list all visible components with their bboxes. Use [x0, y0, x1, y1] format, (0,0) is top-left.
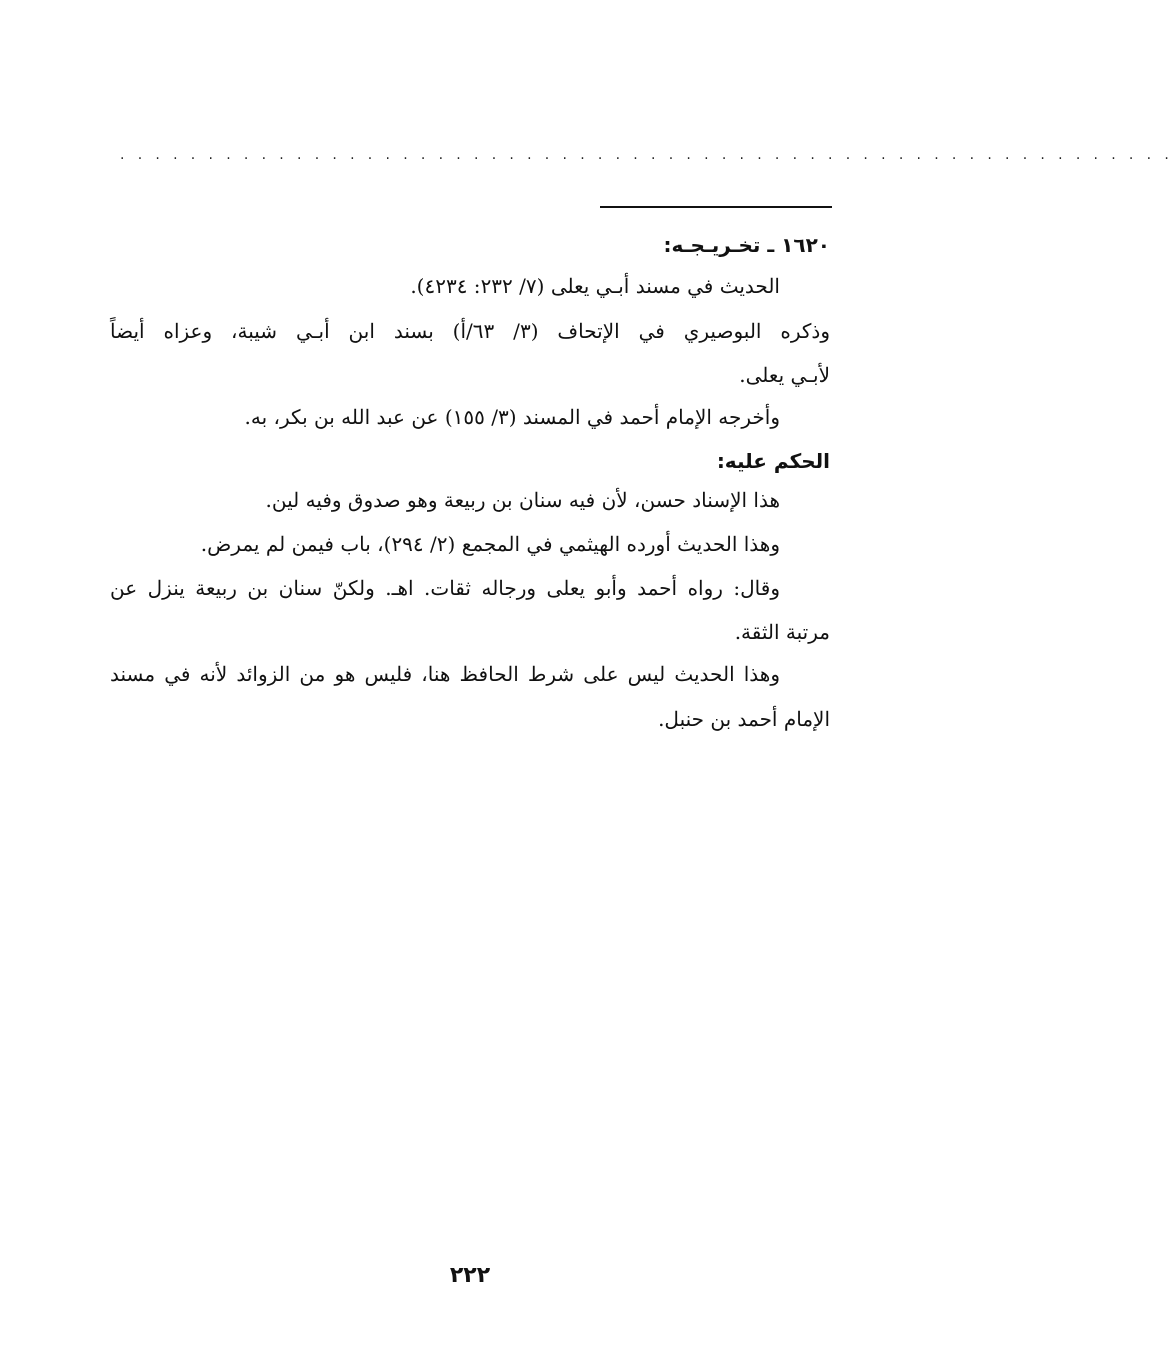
takhrij-line-3: لأبـي يعلى. [739, 363, 830, 387]
takhrij-heading: ١٦٢٠ ـ تخـريـجـه: [663, 233, 830, 257]
hukm-line-5: وهذا الحديث ليس على شرط الحافظ هنا، فليس هو من الزوائد لأنه في مسند [110, 662, 780, 686]
hukm-line-2: وهذا الحديث أورده الهيثمي في المجمع (٢/ ٢٩٤)، باب فيمن لم يمرض. [200, 532, 780, 556]
hukm-line-4: مرتبة الثقة. [734, 620, 830, 644]
dotted-separator: . . . . . . . . . . . . . . . . . . . . . . . . . . . . . . . . . . . . . . . . . . . . . . . . . . . . . . . . . . . . [120, 147, 1173, 163]
page-number: ٢٢٢ [449, 1263, 491, 1288]
hukm-line-6: الإمام أحمد بن حنبل. [658, 707, 830, 731]
takhrij-line-1: الحديث في مسند أبـي يعلى (٧/ ٢٣٢: ٤٢٣٤). [410, 274, 780, 298]
footnote-rule [600, 206, 832, 208]
hukm-line-3: وقال: رواه أحمد وأبو يعلى ورجاله ثقات. اهـ. ولكنّ سنان بن ربيعة ينزل عن [110, 576, 780, 600]
hukm-line-1: هذا الإسناد حسن، لأن فيه سنان بن ربيعة وهو صدوق وفيه لين. [265, 488, 780, 512]
takhrij-line-2: وذكره البوصيري في الإتحاف (٣/ ٦٣/أ) بسند ابن أبـي شيبة، وعزاه أيضاً [110, 319, 830, 343]
takhrij-line-4: وأخرجه الإمام أحمد في المسند (٣/ ١٥٥) عن عبد الله بن بكر، به. [244, 405, 780, 429]
hukm-heading: الحكم عليه: [716, 449, 830, 473]
